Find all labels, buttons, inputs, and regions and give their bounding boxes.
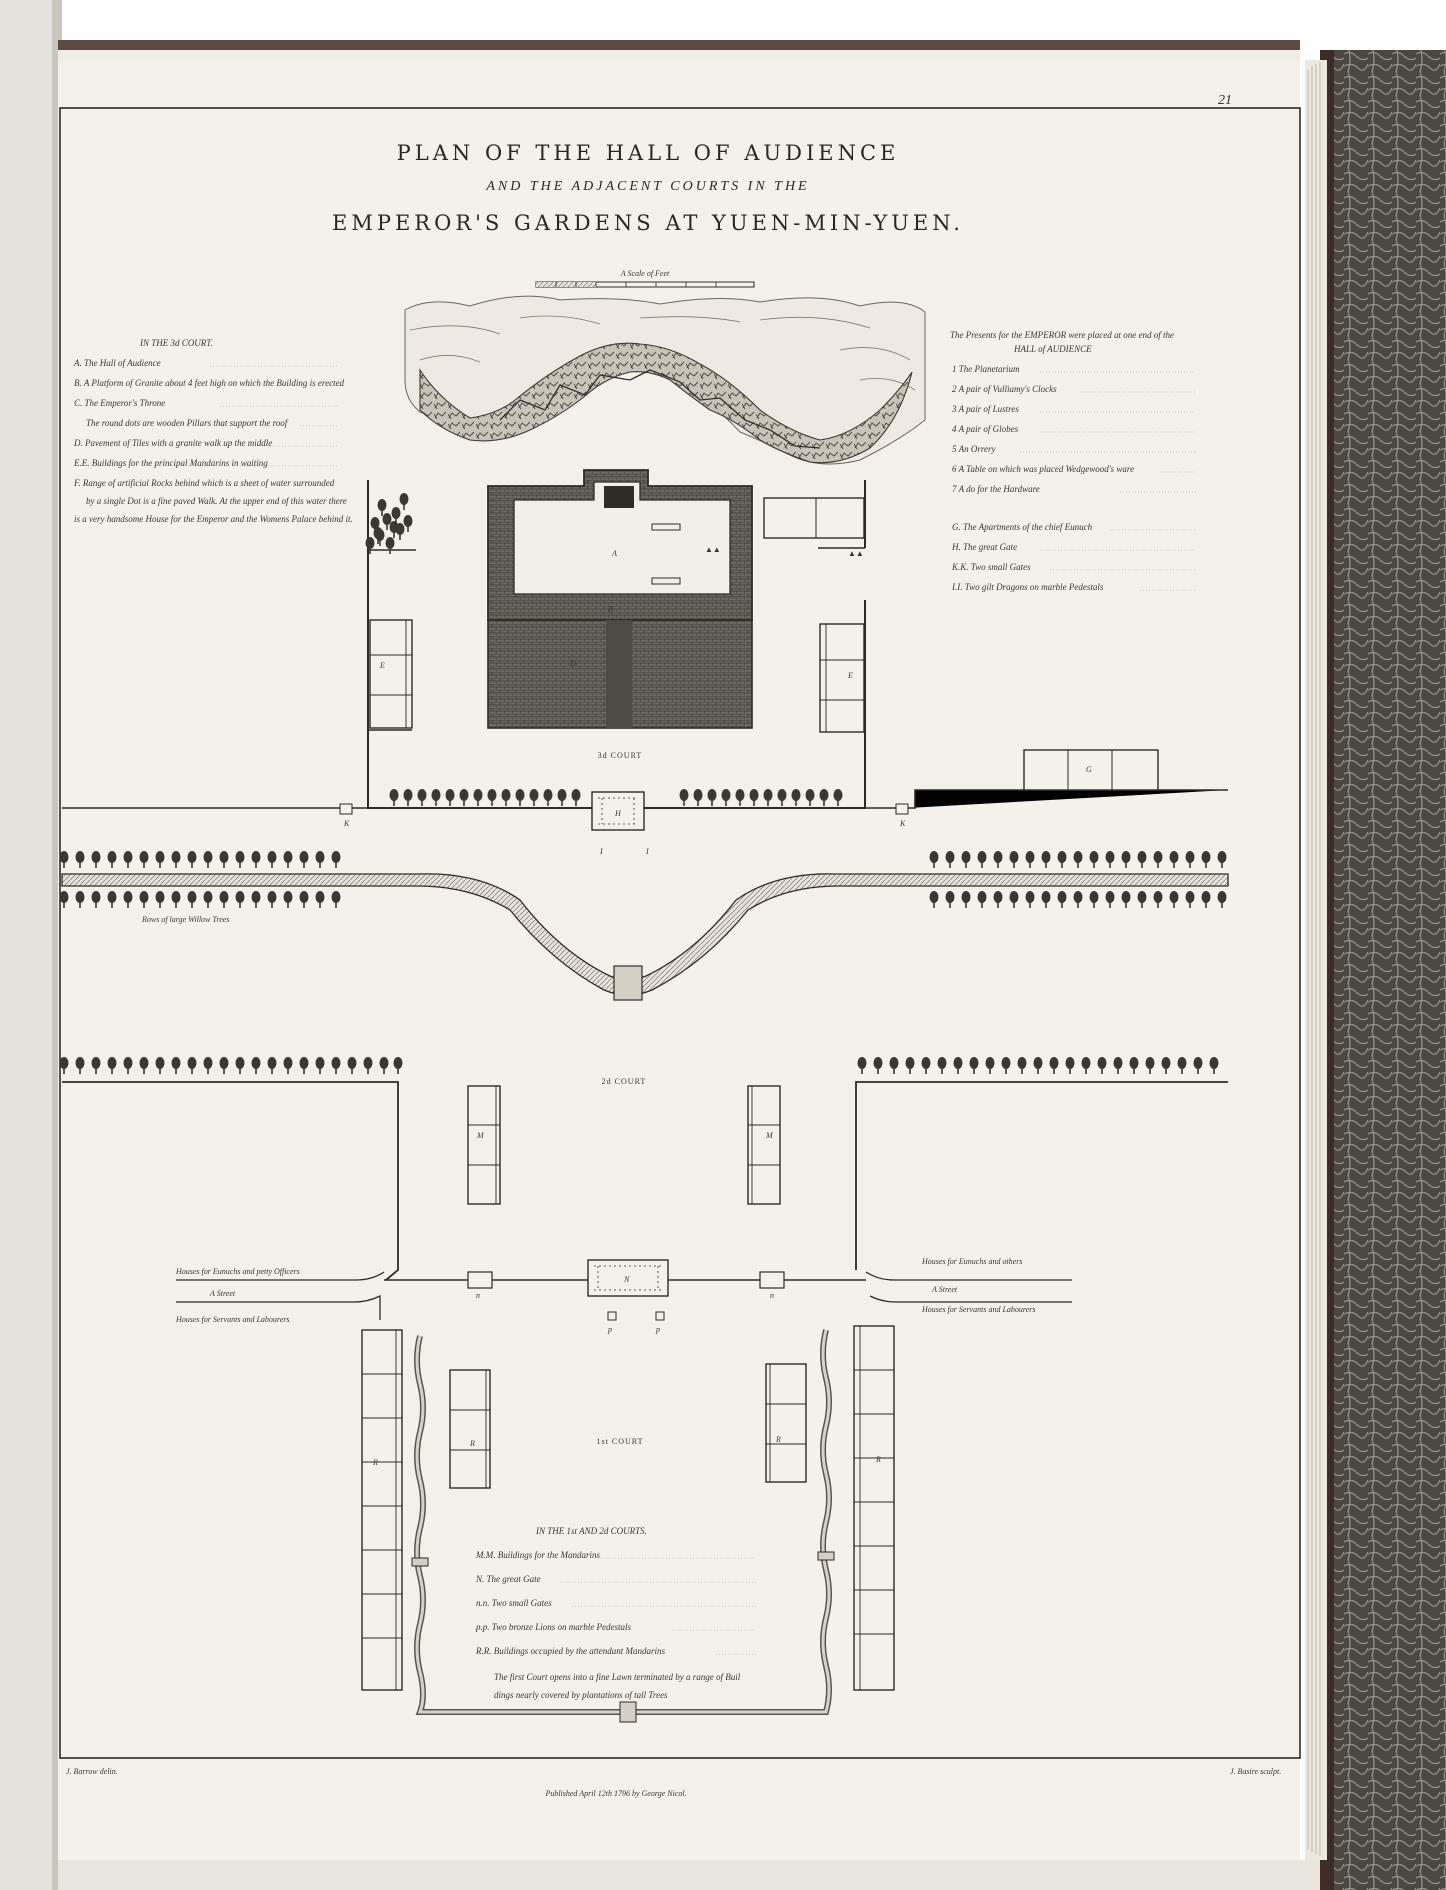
canal-bridge bbox=[614, 966, 642, 1000]
svg-text:p.p. Two bronze Lions on marbl: p.p. Two bronze Lions on marble Pedestals bbox=[476, 1622, 632, 1632]
svg-text:Houses for Servants and Labour: Houses for Servants and Labourers bbox=[922, 1305, 1036, 1314]
svg-text:The round dots are wooden Pill: The round dots are wooden Pillars that support the roof bbox=[86, 418, 288, 428]
svg-text:D. Pavement of Tiles with a gr: D. Pavement of Tiles with a granite walk up the middle bbox=[74, 438, 273, 448]
svg-text:Houses for Eunuchs and petty O: Houses for Eunuchs and petty Officers bbox=[176, 1267, 300, 1276]
svg-text:H: H bbox=[615, 809, 621, 818]
svg-text:The first Court opens into a f: The first Court opens into a fine Lawn terminated by a range of Buil bbox=[494, 1672, 741, 1682]
publication-line: Published April 12th 1796 by George Nicol. bbox=[545, 1789, 687, 1798]
page-number: 21 bbox=[1218, 93, 1232, 108]
building-R-inner-right bbox=[766, 1364, 806, 1482]
title-line-2: AND THE ADJACENT COURTS IN THE bbox=[486, 179, 810, 194]
svg-text:M.M. Buildings for the Mandari: M.M. Buildings for the Mandarins bbox=[476, 1550, 600, 1560]
svg-text:R: R bbox=[470, 1439, 475, 1448]
svg-text:K: K bbox=[900, 819, 906, 828]
svg-text:I.I. Two gilt Dragons on marbl: I.I. Two gilt Dragons on marble Pedestals bbox=[952, 582, 1104, 592]
svg-text:Houses for Servants and Labour: Houses for Servants and Labourers bbox=[176, 1315, 290, 1324]
svg-text:p: p bbox=[656, 1325, 660, 1334]
svg-text:5 An Orrery: 5 An Orrery bbox=[952, 444, 996, 454]
svg-text:D: D bbox=[570, 659, 576, 668]
svg-text:B: B bbox=[608, 605, 613, 614]
svg-text:n.n. Two small Gates: n.n. Two small Gates bbox=[476, 1598, 552, 1608]
book-cover-right bbox=[1320, 50, 1446, 1890]
credit-left: J. Barrow delin. bbox=[66, 1767, 118, 1776]
svg-text:R: R bbox=[776, 1435, 781, 1444]
svg-text:N: N bbox=[624, 1275, 630, 1284]
svg-text:A. The Hall of Audience: A. The Hall of Audience bbox=[74, 358, 161, 368]
svg-text:E.E. Buildings for the princip: E.E. Buildings for the principal Mandarins in waiting bbox=[74, 458, 268, 468]
svg-text:p: p bbox=[608, 1325, 612, 1334]
credit-right: J. Basire sculpt. bbox=[1230, 1767, 1282, 1776]
svg-text:4 A pair of Globes: 4 A pair of Globes bbox=[952, 424, 1019, 434]
svg-text:E: E bbox=[380, 661, 385, 670]
svg-text:2d COURT: 2d COURT bbox=[601, 1077, 647, 1086]
title-line-3: EMPEROR'S GARDENS AT YUEN-MIN-YUEN. bbox=[332, 211, 964, 235]
svg-text:1 The Planetarium: 1 The Planetarium bbox=[952, 364, 1020, 374]
pavement-D bbox=[488, 620, 752, 728]
svg-text:Rows of large Willow Trees: Rows of large Willow Trees bbox=[142, 915, 230, 924]
svg-text:n: n bbox=[476, 1291, 480, 1300]
left-facing-page bbox=[0, 0, 58, 1890]
svg-text:I: I bbox=[646, 847, 649, 856]
building-M-right bbox=[748, 1086, 780, 1204]
svg-text:R: R bbox=[876, 1455, 881, 1464]
small-gate-n-right bbox=[760, 1272, 784, 1288]
svg-text:F. Range of artificial Rocks b: F. Range of artificial Rocks behind which is a sheet of water surrounded bbox=[74, 478, 335, 488]
svg-text:3 A pair of Lustres: 3 A pair of Lustres bbox=[952, 404, 1019, 414]
svg-text:HALL of AUDIENCE: HALL of AUDIENCE bbox=[1014, 344, 1092, 354]
svg-text:A: A bbox=[612, 549, 617, 558]
svg-text:G: G bbox=[1086, 765, 1092, 774]
scale-label: A Scale of Feet bbox=[620, 269, 670, 278]
svg-text:3d COURT: 3d COURT bbox=[597, 751, 643, 760]
svg-text:by a single Dot is a fine pave: by a single Dot is a fine paved Walk. At the upper end of this water there bbox=[86, 496, 347, 506]
svg-text:A Street: A Street bbox=[210, 1289, 236, 1298]
svg-text:n: n bbox=[770, 1291, 774, 1300]
svg-text:C. The Emperor's Throne: C. The Emperor's Throne bbox=[74, 398, 166, 408]
svg-text:IN THE 3d COURT.: IN THE 3d COURT. bbox=[140, 338, 213, 348]
svg-text:is a very handsome House for t: is a very handsome House for the Emperor and the Womens Palace behind it. bbox=[74, 514, 353, 524]
svg-text:R.R. Buildings occupied by the: R.R. Buildings occupied by the attendant Mandarins bbox=[476, 1646, 665, 1656]
svg-text:H. The great Gate: H. The great Gate bbox=[952, 542, 1018, 552]
svg-text:A Street: A Street bbox=[932, 1285, 958, 1294]
svg-text:Houses for Eunuchs and others: Houses for Eunuchs and others bbox=[922, 1257, 1023, 1266]
svg-text:7 A do for the Hardware: 7 A do for the Hardware bbox=[952, 484, 1040, 494]
svg-text:▲▲: ▲▲ bbox=[848, 549, 864, 558]
svg-text:K: K bbox=[344, 819, 350, 828]
svg-text:▲▲: ▲▲ bbox=[705, 545, 721, 554]
svg-text:N. The great Gate: N. The great Gate bbox=[476, 1574, 541, 1584]
svg-text:G. The Apartments of the chief: G. The Apartments of the chief Eunuch bbox=[952, 522, 1093, 532]
hall-of-audience bbox=[488, 470, 752, 620]
svg-text:6 A Table on which was placed: 6 A Table on which was placed Wedgewood's ware bbox=[952, 464, 1135, 474]
svg-text:IN THE 1st AND 2d COURTS.: IN THE 1st AND 2d COURTS. bbox=[536, 1526, 647, 1536]
svg-text:The Presents for the EMPEROR w: The Presents for the EMPEROR were placed at one end of the bbox=[950, 330, 1175, 340]
svg-text:2 A pair of Vulliamy's Clocks: 2 A pair of Vulliamy's Clocks bbox=[952, 384, 1057, 394]
building-M-left bbox=[468, 1086, 500, 1204]
svg-text:E: E bbox=[848, 671, 853, 680]
svg-text:M: M bbox=[766, 1131, 773, 1140]
svg-text:I: I bbox=[600, 847, 603, 856]
svg-text:K.K. Two small Gates: K.K. Two small Gates bbox=[952, 562, 1031, 572]
building-E-right bbox=[820, 624, 864, 732]
svg-text:R: R bbox=[373, 1458, 378, 1467]
svg-text:dings nearly covered by planta: dings nearly covered by plantations of tall Trees bbox=[494, 1690, 668, 1700]
small-gate-n-left bbox=[468, 1272, 492, 1288]
svg-text:M: M bbox=[477, 1131, 484, 1140]
svg-text:1st COURT: 1st COURT bbox=[596, 1437, 644, 1446]
svg-text:B. A Platform of Granite about: B. A Platform of Granite about 4 feet high on which the Building is erected bbox=[74, 378, 345, 388]
building-R-inner-left bbox=[450, 1370, 490, 1488]
title-line-1: PLAN OF THE HALL OF AUDIENCE bbox=[396, 141, 900, 165]
